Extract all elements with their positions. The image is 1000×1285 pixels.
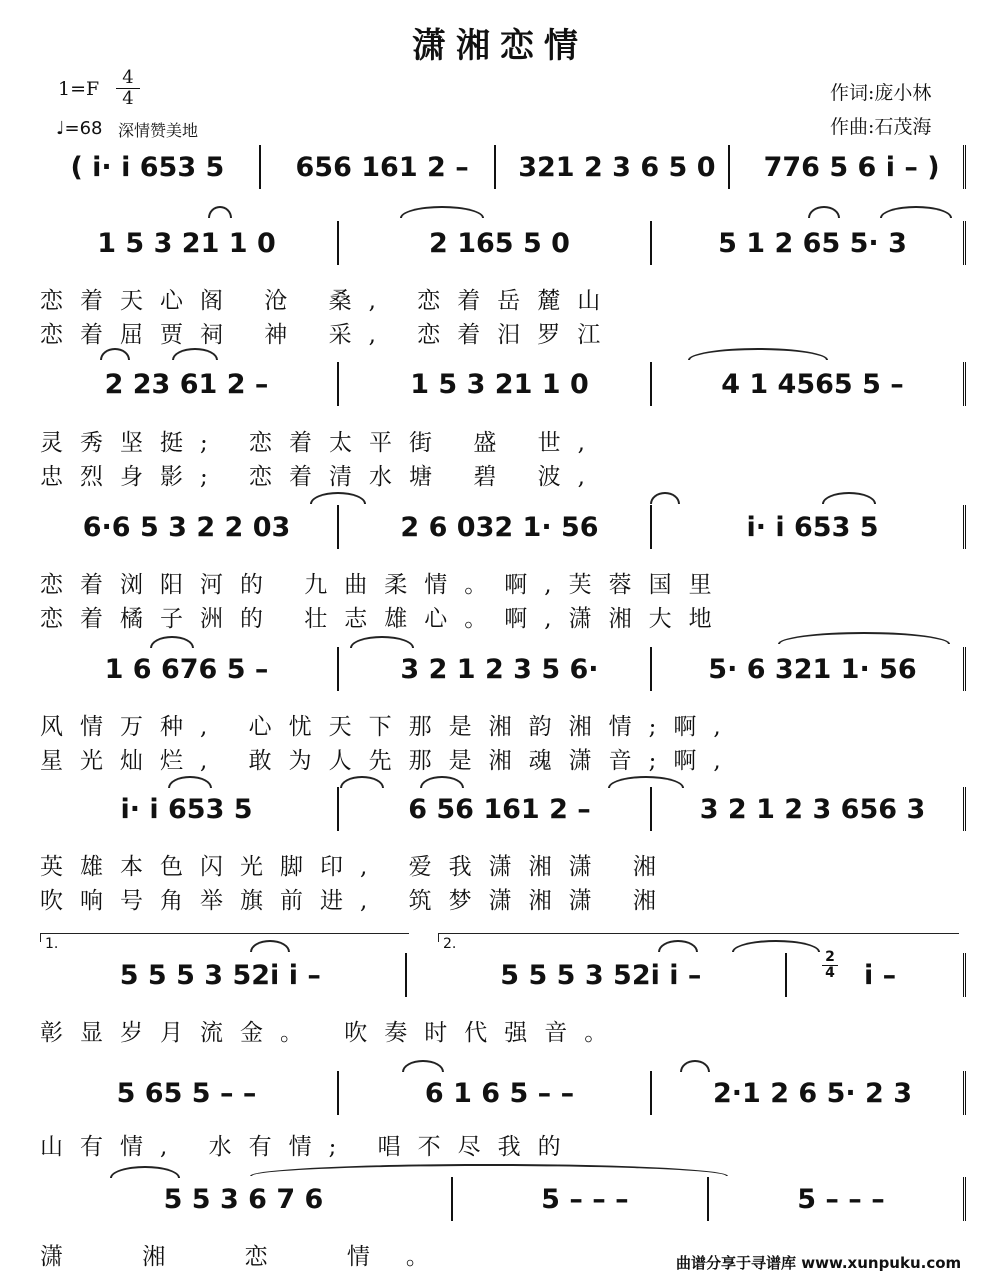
key-signature-text: 1=F bbox=[58, 78, 100, 100]
measure: 1 5 3 21 1 0 bbox=[349, 362, 652, 406]
score-system-5 bbox=[36, 640, 966, 698]
measure: 5 – – – bbox=[463, 1177, 709, 1221]
measure: 3 2 1 2 3 656 3 bbox=[662, 787, 966, 831]
measure: 5 65 5 – – bbox=[36, 1071, 339, 1115]
time-signature-denominator: 4 bbox=[116, 88, 140, 109]
measure: i· i 653 5 bbox=[36, 787, 339, 831]
first-ending-label: 1. bbox=[45, 936, 59, 952]
measure: 1 6 676 5 – bbox=[36, 647, 339, 691]
source-footer: 曲谱分享于寻谱库 www.xunpuku.com bbox=[676, 1254, 962, 1272]
time-signature-numerator: 4 bbox=[122, 67, 134, 88]
measure: 321 2 3 6 5 0 bbox=[506, 145, 731, 189]
time-signature bbox=[116, 68, 140, 109]
measure: 6·6 5 3 2 2 03 bbox=[36, 505, 339, 549]
measure: 3 2 1 2 3 5 6· bbox=[349, 647, 652, 691]
measure: 2 6 032 1· 56 bbox=[349, 505, 652, 549]
lyric-line-verse2: 忠烈身影; 恋着清水塘 碧 波, bbox=[40, 464, 602, 490]
quarter-note-icon: ♩ bbox=[56, 118, 65, 139]
second-ending-label: 2. bbox=[443, 936, 457, 952]
measure: 2·1 2 6 5· 2 3 bbox=[662, 1071, 966, 1115]
key-signature bbox=[58, 78, 99, 100]
measure: 4 1 4565 5 – bbox=[662, 362, 966, 406]
measure: 5· 6 321 1· 56 bbox=[662, 647, 966, 691]
time-change-numerator: 2 bbox=[825, 949, 835, 965]
lyricist-credit: 作词:庞小林 bbox=[830, 82, 932, 104]
lyric-line: 彰显岁月流金。 吹奏时代强音。 bbox=[40, 1020, 625, 1046]
score-system-8 bbox=[36, 1064, 966, 1122]
lyric-line-verse2: 恋着屈贾祠 神 采, 恋着汨罗江 bbox=[40, 322, 618, 348]
measure: 6 56 161 2 – bbox=[349, 787, 652, 831]
measure: i – bbox=[797, 953, 966, 997]
first-ending-bracket bbox=[40, 933, 409, 952]
measure: 5 5 5 3 52i i – bbox=[417, 953, 788, 997]
measure: 776 5 6 i – ) bbox=[740, 145, 966, 189]
measure: 1 5 3 21 1 0 bbox=[36, 221, 339, 265]
score-system-7 bbox=[36, 946, 966, 1004]
lyric-line-verse2: 星光灿烂, 敢为人先那是湘魂潇音;啊, bbox=[40, 748, 738, 774]
measure: 2 23 61 2 – bbox=[36, 362, 339, 406]
measure: 2 165 5 0 bbox=[349, 221, 652, 265]
lyric-line-verse1: 风情万种, 心忧天下那是湘韵湘情;啊, bbox=[40, 714, 738, 740]
lyric-line-verse1: 恋着浏阳河的 九曲柔情。啊,芙蓉国里 bbox=[40, 572, 729, 598]
second-ending-bracket bbox=[438, 933, 959, 952]
score-system-3 bbox=[36, 355, 966, 413]
measure: 5 – – – bbox=[719, 1177, 966, 1221]
measure: 5 1 2 65 5· 3 bbox=[662, 221, 966, 265]
score-system-6 bbox=[36, 780, 966, 838]
lyric-line-verse2: 吹响号角举旗前进, 筑梦潇湘潇 湘 bbox=[40, 888, 673, 914]
lyric-line: 潇 湘 恋 情。 bbox=[40, 1244, 465, 1270]
lyric-line-verse1: 恋着天心阁 沧 桑, 恋着岳麓山 bbox=[40, 288, 618, 314]
score-system-9 bbox=[36, 1170, 966, 1228]
song-title: 潇湘恋情 bbox=[412, 26, 588, 66]
tempo-marking bbox=[56, 118, 103, 139]
score-system-4 bbox=[36, 498, 966, 556]
measure: ( i· i 653 5 bbox=[36, 145, 261, 189]
expression-marking: 深情赞美地 bbox=[118, 121, 199, 140]
lyric-line-verse1: 灵秀坚挺; 恋着太平街 盛 世, bbox=[40, 430, 602, 456]
measure: 656 161 2 – bbox=[271, 145, 496, 189]
lyric-line-verse1: 英雄本色闪光脚印, 爱我潇湘潇 湘 bbox=[40, 854, 673, 880]
measure: i· i 653 5 bbox=[662, 505, 966, 549]
tempo-value: =68 bbox=[64, 118, 103, 139]
lyric-line: 山有情, 水有情; 唱不尽我的 bbox=[40, 1134, 578, 1160]
composer-credit: 作曲:石茂海 bbox=[830, 116, 932, 138]
time-change-denominator: 4 bbox=[822, 965, 838, 981]
score-system-1 bbox=[36, 138, 966, 196]
score-system-2 bbox=[36, 214, 966, 272]
lyric-line-verse2: 恋着橘子洲的 壮志雄心。啊,潇湘大地 bbox=[40, 606, 729, 632]
measure: 6 1 6 5 – – bbox=[349, 1071, 652, 1115]
measure: 5 5 3 6 7 6 bbox=[36, 1177, 453, 1221]
measure: 5 5 5 3 52i i – bbox=[36, 953, 407, 997]
